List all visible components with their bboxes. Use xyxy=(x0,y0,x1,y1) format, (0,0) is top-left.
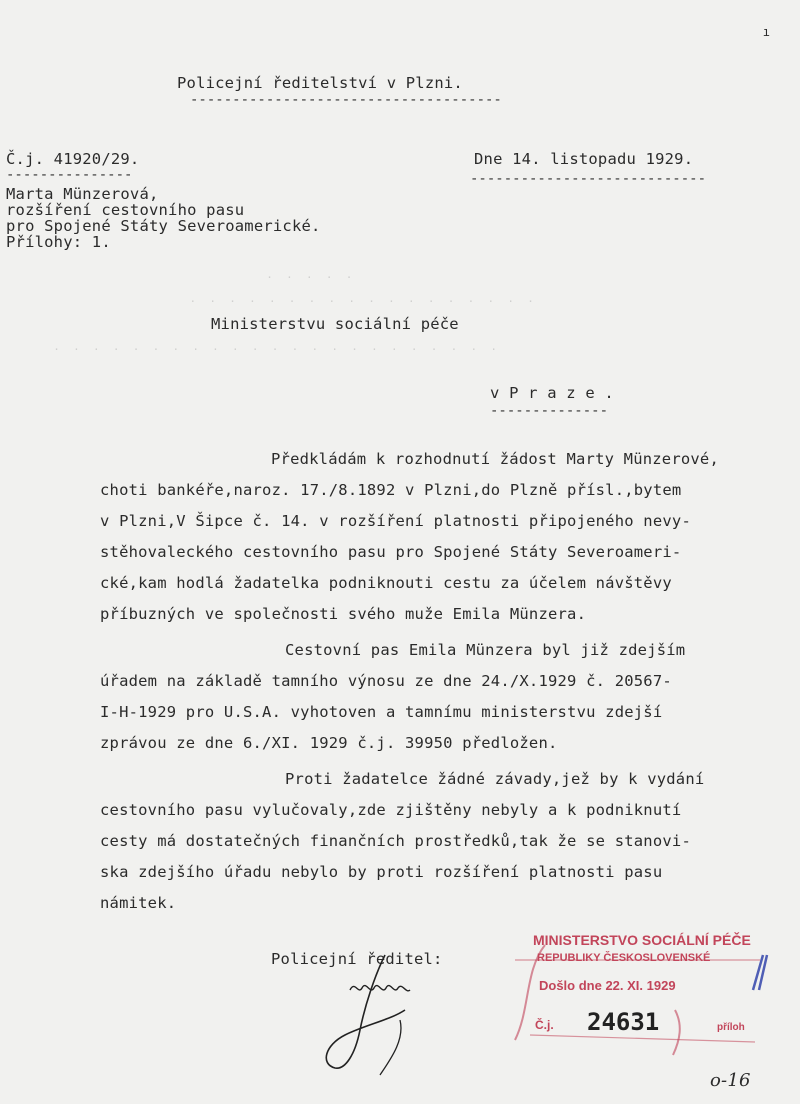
document-date: Dne 14. listopadu 1929. xyxy=(474,150,694,168)
show-through-text: . . . . . xyxy=(200,268,353,281)
body-line: v Plzni,V Šipce č. 14. v rozšíření platnosti připojeného nevy- xyxy=(100,512,691,530)
subject-line: pro Spojené Státy Severoamerické. xyxy=(6,217,321,235)
signature-label: Policejní ředitel: xyxy=(271,950,443,968)
show-through-text: . . . . . . . . . . . . . . . . . . . . . . . xyxy=(40,340,497,353)
stamp-received-date: Došlo dne 22. XI. 1929 xyxy=(539,978,676,993)
handwritten-signature xyxy=(290,950,450,1080)
body-line: I-H-1929 pro U.S.A. vyhotoven a tamnímu ministerstvu zdejší xyxy=(100,703,663,721)
body-line: Proti žadatelce žádné závady,jež by k vydání xyxy=(285,770,705,788)
body-line: stěhovaleckého cestovního pasu pro Spojené Státy Severoameri- xyxy=(100,543,682,561)
handwritten-note: o-16 xyxy=(710,1070,751,1091)
stamp-prefix: Č.j. xyxy=(535,1018,554,1032)
stamp-republic: REPUBLIKY ČESKOSLOVENSKÉ xyxy=(537,952,711,964)
show-through-text: . . . . . . . . . . . . . . . . . . xyxy=(110,292,534,305)
addressee-city: v P r a z e . xyxy=(490,384,614,402)
body-line: úřadem na základě tamního výnosu ze dne 24./X.1929 č. 20567- xyxy=(100,672,672,690)
body-line: zprávou ze dne 6./XI. 1929 č.j. 39950 předložen. xyxy=(100,734,558,752)
authority-underline: ------------------------------------- xyxy=(190,92,502,108)
issuing-authority: Policejní ředitelství v Plzni. xyxy=(177,74,463,92)
body-line: námitek. xyxy=(100,894,177,912)
subject-line: rozšíření cestovního pasu xyxy=(6,201,245,219)
date-underline: ---------------------------- xyxy=(470,171,707,187)
stamp-suffix: příloh xyxy=(717,1022,745,1033)
reference-underline: --------------- xyxy=(6,167,133,183)
body-line: cestovního pasu vylučovaly,zde zjištěny nebyly a k podniknutí xyxy=(100,801,682,819)
corner-mark: ı xyxy=(762,25,770,39)
stamp-registry-number: 24631 xyxy=(587,1008,660,1036)
stamp-frame xyxy=(505,930,775,1070)
reference-number: Č.j. 41920/29. xyxy=(6,150,140,168)
body-line: Předkládám k rozhodnutí žádost Marty Münzerové, xyxy=(271,450,719,468)
body-line: choti bankéře,naroz. 17./8.1892 v Plzni,do Plzně přísl.,bytem xyxy=(100,481,682,499)
stamp-ministry: MINISTERSTVO SOCIÁLNÍ PÉČE xyxy=(533,932,751,948)
subject-line: Marta Münzerová, xyxy=(6,185,159,203)
body-line: příbuzných ve společnosti svého muže Emila Münzera. xyxy=(100,605,587,623)
receipt-stamp xyxy=(505,930,775,1070)
city-underline: -------------- xyxy=(490,403,609,419)
attachments-count: Přílohy: 1. xyxy=(6,233,111,251)
addressee-name: Ministerstvu sociální péče xyxy=(211,315,459,333)
body-line: Cestovní pas Emila Münzera byl již zdejším xyxy=(285,641,686,659)
body-line: cesty má dostatečných finančních prostředků,tak že se stanovi- xyxy=(100,832,691,850)
body-line: cké,kam hodlá žadatelka podniknouti cestu za účelem návštěvy xyxy=(100,574,672,592)
body-line: ska zdejšího úřadu nebylo by proti rozšíření platnosti pasu xyxy=(100,863,663,881)
